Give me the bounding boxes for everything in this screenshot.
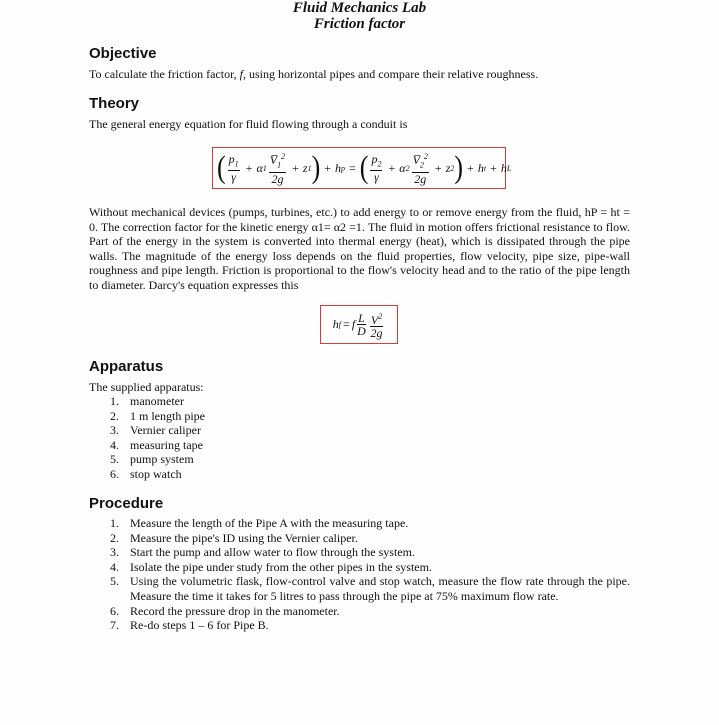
objective-text-post: , using horizontal pipes and compare their relative roughness. (242, 67, 539, 81)
apparatus-list (89, 394, 205, 482)
procedure-item: 5. Using the volumetric flask, flow-control valve and stop watch, measure the flow rate through the pipe. Measure the time it takes for 5 litres to pass through the pipe at 75% maximum flow rate. (110, 574, 630, 603)
objective-heading: Objective (89, 45, 157, 62)
apparatus-heading: Apparatus (89, 358, 164, 375)
procedure-item: 6. Record the pressure drop in the manometer. (110, 603, 340, 618)
apparatus-item: 6. stop watch (110, 466, 182, 481)
apparatus-intro: The supplied apparatus: (89, 380, 204, 394)
theory-heading: Theory (89, 95, 140, 112)
theory-paragraph: Without mechanical devices (pumps, turbines, etc.) to add energy to or remove energy from the fluid, hP = ht = 0. The correction factor for the kinetic energy α1= α2 =1. The fluid in motion offers frictional resistance to flow. Part of the energy in the system is converted into thermal energy (heat), which is dissipated through the pipe walls. The magnitude of the energy loss depends on the fluid properties, flow velocity, pipe size, pipe-wall roughness and pipe length. Friction is proportional to the flow's velocity head and to the ratio of the pipe length to diameter. Darcy's equation expresses this (89, 205, 630, 292)
apparatus-item: 2. 1 m length pipe (110, 408, 205, 423)
procedure-heading: Procedure (89, 495, 164, 512)
title-line-1: Fluid Mechanics Lab (292, 0, 427, 16)
apparatus-item: 3. Vernier caliper (110, 423, 201, 438)
procedure-item: 1. Measure the length of the Pipe A with the measuring tape. (110, 516, 409, 530)
procedure-item: 3. Start the pump and allow water to flow through the system. (110, 545, 415, 560)
objective-text (89, 67, 630, 82)
document-title (0, 0, 719, 32)
theory-intro: The general energy equation for fluid flowing through a conduit is (89, 117, 408, 131)
procedure-item: 2. Measure the pipe's ID using the Vernier caliper. (110, 530, 358, 545)
apparatus-item: 4. measuring tape (110, 437, 203, 452)
apparatus-item: 5. pump system (110, 452, 194, 467)
procedure-item: 7. Re-do steps 1 – 6 for Pipe B. (110, 618, 269, 633)
energy-equation: ( $\frac{p_1}{\gamma}$ + α 1 $\frac{V̅_1^2}{2g}$ + z 1 ) + h p = ( $\frac{p_2}{\gamma}$ + α 2 $\frac{V̅_2^2}{2g}$ + z 2 ) + h t + h L (212, 147, 506, 189)
procedure-item: 4. Isolate the pipe under study from the other pipes in the system. (110, 559, 432, 574)
title-line-2: Friction factor (313, 16, 406, 32)
objective-text-pre: To calculate the friction factor, (89, 67, 240, 81)
objective-text-var: f (239, 67, 243, 81)
apparatus-item: 1. manometer (110, 394, 184, 408)
procedure-list (89, 516, 630, 633)
darcy-equation: h $_f$ = f $\frac{L}{D}$ $\frac{V^2}{2g}$ (320, 305, 398, 344)
